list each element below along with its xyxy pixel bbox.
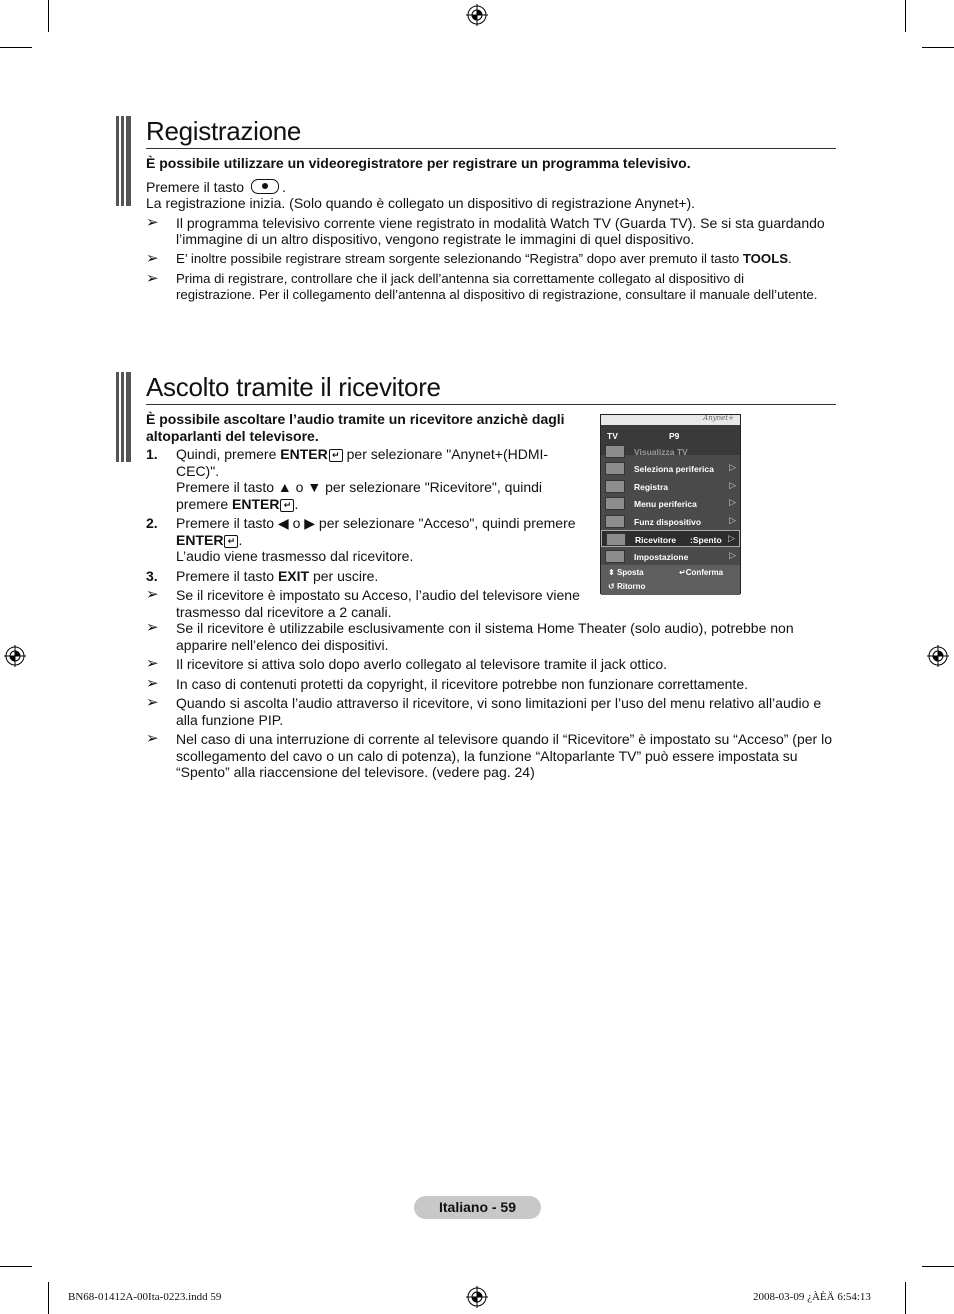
press-line-2: La registrazione inizia. (Solo quando è collegato un dispositivo di registrazione Anynet+).	[146, 195, 696, 211]
registration-mark-icon	[466, 4, 488, 26]
crop-mark	[922, 47, 954, 48]
step-end: .	[294, 495, 299, 512]
note-arrow-icon: ➢	[146, 213, 159, 231]
print-footer-left: BN68-01412A-00Ita-0223.indd 59	[68, 1291, 222, 1303]
tv-menu-screenshot	[600, 414, 741, 594]
osd-footer-move-label: Sposta	[616, 568, 644, 577]
note	[146, 620, 836, 653]
note-text: Il ricevitore si attiva solo dopo averlo collegato al televisore tramite il jack ottico.	[176, 656, 667, 672]
note-text: Nel caso di una interruzione di corrente al televisore quando il “Ricevitore” è impostato su “Acceso” (per lo scollegamento del cavo o un calo di potenza), la funzione “Altoparlante TV” può essere impostata su “Spento” alla riaccensione del televisore. (vedere pag. 24)	[176, 731, 832, 780]
record-button-icon	[251, 179, 279, 194]
receiver-icon	[606, 533, 626, 546]
note-arrow-icon: ➢	[146, 586, 159, 603]
osd-top-bar	[601, 415, 740, 425]
exit-key: EXIT	[277, 567, 310, 584]
osd-item-seleziona-periferica	[601, 460, 740, 477]
section-body-lower	[146, 620, 836, 781]
osd-item-label: Impostazione	[634, 552, 689, 562]
arrow-right-icon: ▷	[729, 515, 736, 525]
osd-item-funz-dispositivo	[601, 513, 740, 530]
osd-item-registra	[601, 478, 740, 495]
osd-item-label: Ricevitore	[635, 535, 677, 545]
step-3	[146, 568, 588, 585]
crop-mark	[905, 0, 906, 32]
step-text: Quindi, premere	[176, 446, 277, 462]
osd-item-label: Funz dispositivo	[634, 517, 702, 527]
note-text: Se il ricevitore è utilizzabile esclusivamente con il sistema Home Theater (solo audio), potrebbe non apparire nell’elenco dei dispositivi.	[176, 620, 794, 653]
enter-key: ENTER	[232, 495, 280, 512]
press-suffix: .	[281, 178, 286, 195]
step-end: .	[238, 531, 243, 548]
arrow-right-icon: ▷	[729, 550, 736, 560]
arrow-right-icon: ▷	[729, 480, 736, 490]
crop-mark	[0, 47, 32, 48]
note	[146, 251, 826, 267]
note-text: Quando si ascolta l’audio attraverso il ricevitore, vi sono limitazioni per l’uso del menu relativo all’audio e alla funzione PIP.	[176, 695, 822, 728]
return-icon: ↺	[608, 582, 615, 591]
enter-icon: ↵	[280, 499, 294, 512]
osd-footer-return	[608, 582, 645, 591]
note	[146, 676, 836, 693]
step-text: Premere il tasto ▲ o ▼ per selezionare "Ricevitore", quindi premere	[176, 479, 543, 512]
enter-key: ENTER	[176, 531, 224, 548]
note-arrow-icon: ➢	[146, 674, 159, 692]
osd-footer-confirm-label: Conferma	[685, 568, 724, 577]
section-marker	[116, 372, 132, 462]
note-arrow-icon: ➢	[146, 249, 159, 267]
step-number: 2.	[146, 515, 158, 531]
crop-mark	[905, 1282, 906, 1314]
step-1	[146, 446, 588, 512]
note	[146, 656, 836, 673]
note	[146, 587, 588, 620]
crop-mark	[922, 1266, 954, 1267]
note	[146, 695, 836, 728]
osd-item-impostazione	[601, 548, 740, 565]
arrow-right-icon: ▷	[729, 462, 736, 472]
osd-footer	[601, 565, 740, 595]
step-text: Premere il tasto ◀ o ▶ per selezionare "Acceso", quindi premere	[176, 515, 576, 531]
note	[146, 271, 826, 303]
osd-item-label: Seleziona periferica	[634, 464, 714, 474]
osd-item-label: Menu periferica	[634, 499, 697, 509]
section-title: Registrazione	[146, 116, 302, 146]
note	[146, 731, 836, 781]
press-line	[146, 179, 826, 196]
up-down-icon: ⬍	[608, 568, 615, 577]
note-text: E’ inoltre possibile registrare stream sorgente selezionando “Registra” dopo aver premuto il tasto	[176, 250, 740, 266]
anynet-logo: Anynet+	[703, 414, 734, 422]
record-icon	[605, 480, 625, 493]
note-text: Se il ricevitore è impostato su Acceso, l’audio del televisore viene trasmesso dal ricevitore a 2 canali.	[176, 587, 580, 620]
tools-key: TOOLS	[742, 250, 789, 266]
note-arrow-icon: ➢	[146, 694, 159, 711]
osd-item-value: :Spento	[690, 535, 722, 545]
section-body	[146, 155, 826, 303]
press-prefix: Premere il tasto	[146, 178, 245, 195]
crop-mark	[0, 1266, 32, 1267]
device-select-icon	[605, 462, 625, 475]
title-rule	[146, 404, 836, 405]
note-text: Il programma televisivo corrente viene registrato in modalità Watch TV (Guarda TV). Se si sta guardando l’immagine di un altro dispositivo, vengono registrate le immagini di quel dispositivo.	[176, 214, 825, 247]
step-text: L’audio viene trasmesso dal ricevitore.	[176, 548, 414, 564]
enter-key: ENTER	[280, 446, 328, 462]
enter-icon: ↵	[224, 535, 238, 548]
note-arrow-icon: ➢	[146, 619, 159, 636]
section-registrazione	[116, 116, 836, 326]
registration-mark-icon	[927, 645, 949, 667]
arrow-right-icon: ▷	[729, 497, 736, 507]
step-text: Premere il tasto	[176, 567, 275, 584]
section-body-upper	[146, 411, 588, 620]
note-arrow-icon: ➢	[146, 655, 159, 672]
osd-source: TV	[607, 431, 618, 441]
step-number: 1.	[146, 446, 158, 462]
tv-icon	[605, 445, 625, 458]
section-marker	[116, 116, 132, 206]
title-rule	[146, 148, 836, 149]
step-text: per uscire.	[312, 567, 379, 584]
osd-item-label: Registra	[634, 482, 669, 492]
osd-footer-confirm	[679, 568, 723, 577]
print-footer-right: 2008-03-09 ¿ÀÈÄ 6:54:13	[753, 1291, 871, 1303]
enter-icon: ↵	[329, 449, 343, 462]
osd-item-menu-periferica	[601, 495, 740, 512]
osd-footer-return-label: Ritorno	[616, 582, 646, 591]
step-text: per selezionare "Anynet+(HDMI-CEC)".	[176, 446, 549, 479]
device-menu-icon	[605, 497, 625, 510]
note-arrow-icon: ➢	[146, 269, 159, 287]
note-text: In caso di contenuti protetti da copyright, il ricevitore potrebbe non funzionare correttamente.	[176, 675, 748, 692]
registration-mark-icon	[466, 1286, 488, 1308]
note-arrow-icon: ➢	[146, 730, 159, 747]
osd-item-ricevitore	[601, 530, 740, 547]
section-title: Ascolto tramite il ricevitore	[146, 372, 441, 402]
lead-paragraph: È possibile ascoltare l’audio tramite un ricevitore anzichè dagli altoparlanti del televisore.	[146, 411, 565, 444]
osd-footer-move	[608, 568, 644, 577]
crop-mark	[48, 0, 49, 32]
settings-icon	[605, 550, 625, 563]
step-2	[146, 515, 588, 565]
note-text: Prima di registrare, controllare che il jack dell’antenna sia correttamente collegato al dispositivo di registrazione. Per il collegamento dell’antenna al dispositivo di registrazione, consultare il manuale dell’utente.	[176, 270, 818, 302]
note-suffix: .	[788, 250, 792, 266]
osd-item-visualizza-tv	[601, 443, 740, 460]
step-number: 3.	[146, 567, 158, 584]
lead-paragraph: È possibile utilizzare un videoregistratore per registrare un programma televisivo.	[146, 155, 691, 171]
device-function-icon	[605, 515, 625, 528]
arrow-right-icon: ▷	[728, 533, 735, 543]
page-number: Italiano - 59	[414, 1196, 541, 1219]
registration-mark-icon	[4, 645, 26, 667]
enter-icon: ↵	[679, 568, 686, 577]
osd-item-label: Visualizza TV	[634, 447, 688, 457]
crop-mark	[48, 1282, 49, 1314]
note	[146, 215, 826, 248]
osd-channel: P9	[669, 431, 680, 441]
